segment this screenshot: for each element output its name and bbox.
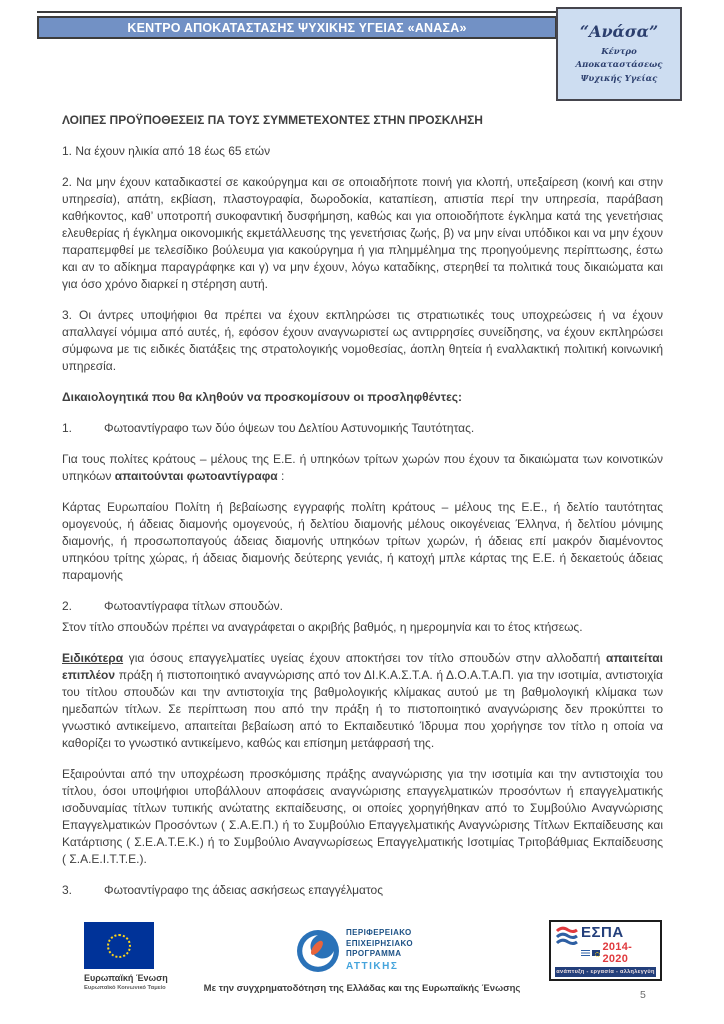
document-body	[62, 112, 663, 913]
espa-title: ΕΣΠΑ	[581, 924, 624, 941]
special-bold-underline: Ειδικότερα	[62, 651, 124, 665]
eu-mini-flag-icon	[592, 950, 601, 956]
eu-union-label: Ευρωπαϊκή Ένωση	[84, 973, 168, 983]
eu-flag-icon	[84, 922, 154, 969]
espa-logo-block	[549, 920, 662, 981]
paragraph-degree-note: Στον τίτλο σπουδών πρέπει να αναγράφεται ο ακριβής βαθμός, η ημερομηνία και το έτος κτήσεως.	[62, 620, 583, 634]
eu-citizens-post: :	[277, 469, 285, 483]
paragraph-residence-cards: Κάρτας Ευρωπαίου Πολίτη ή βεβαίωσης εγγραφής πολίτη κράτους – μέλους της Ε.Ε., ή δελτίο ταυτότητας ομογενούς, ή άδειας διαμονής ομογενούς, ή δελτίου διαμονής μέλους οικογένειας Έλληνα, ή δελτίου μόνιμης διαμονής, ή προσωποπαγούς άδειας διαμονής υπηκόων τρίτων χωρών, ή άδειας επί μακρόν διαμένοντος υπηκόου τρίτης χώρας, ή άδειας διαμονής δεύτερης γενιάς, ή κατοχή μπλε κάρτας της Ε.Ε. ή δεκαετούς άδειας παραμονής	[62, 500, 663, 582]
cofinancing-note: Με την συγχρηματοδότηση της Ελλάδας και της Ευρωπαϊκής Ένωσης	[203, 983, 521, 994]
special-mid: για όσους επαγγελματίες υγείας έχουν αποκτήσει τον τίτλο σπουδών στην αλλοδαπή	[123, 651, 606, 665]
paragraph-convictions: 2. Να μην έχουν καταδικαστεί σε κακούργημα και σε οποιαδήποτε ποινή για κλοπή, υπεξαίρεση (κοινή και στην υπηρεσία), απάτη, εκβίαση, πλαστογραφία, δωροδοκία, καταπίεση, απιστία περί την υπηρεσία, παράβαση καθήκοντος, καθ’ υποτροπή συκοφαντική δυσφήμηση, καθώς και για οποιοδήποτε έγκλημα κατά της γενετήσιας ελευθερίας ή έγκλημα οικονομικής εκμετάλλευσης της γενετήσιας ζωής, β) να μην είναι υπόδικοι και να μην έχουν παραπεμφθεί με τελεσίδικο βούλευμα για κακούργημα ή για πλημμέλημα της προηγούμενης περίπτωσης, έστω και αν το αδίκημα παραγράφηκε και γ) να μην έχουν, λόγω καταδίκης, στερηθεί τα πολιτικά τους δικαιώματα και για όσο χρόνο διαρκεί η στέρηση αυτή.	[62, 175, 663, 291]
eu-citizens-bold: απαιτούνται φωτοαντίγραφα	[114, 469, 278, 483]
doc-item-1-text: Φωτοαντίγραφο των δύο όψεων του Δελτίου Αστυνομικής Ταυτότητας.	[104, 421, 475, 435]
anasa-logo-line2: Ψυχικής Υγείας	[580, 73, 658, 84]
pep-attiki-logo-block	[297, 928, 413, 972]
doc-item-3	[62, 882, 663, 899]
doc-item-2-number: 2.	[62, 599, 73, 613]
greek-flag-icon	[581, 950, 590, 956]
anasa-logo-box	[556, 7, 682, 101]
section-title: ΛΟΙΠΕΣ ΠΡΟΫΠΟΘΕΣΕΙΣ ΠΑ ΤΟΥΣ ΣΥΜΜΕΤΕΧΟΝΤΕΣ ΣΤΗΝ ΠΡΟΣΚΛΗΣΗ	[62, 113, 483, 127]
paragraph-eu-citizens	[62, 451, 663, 485]
pep-attiki-text	[346, 928, 413, 972]
page-number: 5	[640, 989, 646, 1001]
pep-attiki-circle-icon	[297, 930, 339, 972]
pep-line2: ΕΠΙΧΕΙΡΗΣΙΑΚΟ	[346, 938, 413, 948]
special-rest: πράξη ή πιστοποιητικό αναγνώρισης από τον ΔΙ.Κ.Α.Σ.Τ.Α. ή Δ.Ο.Α.Τ.Α.Π. για την ισοτιμία, αντιστοιχία του τίτλου σπουδών και την αντιστοιχία της βαθμολογικής κλίμακας αυτού με τη βαθμολογική κλίμακα των ημεδαπών τίτλων. Σε περίπτωση που από την πράξη ή το πιστοποιητικό αναγνώρισης δεν προκύπτει το γνωστικό αντικείμενο, απαιτείται βεβαίωση από το Εκπαιδευτικό Ίδρυμα που χορήγησε τον τίτλο η οποία να καθορίζει το γνωστικό αντικείμενο, καθώς και επίσημη μετάφρασή της.	[62, 668, 663, 750]
eu-stars-ring-icon	[107, 934, 131, 958]
pep-line3: ΠΡΟΓΡΑΜΜΑ	[346, 949, 402, 958]
banner-title: ΚΕΝΤΡΟ ΑΠΟΚΑΤΑΣΤΑΣΗΣ ΨΥΧΙΚΗΣ ΥΓΕΙΑΣ «ΑΝΑΣΑ»	[127, 20, 467, 35]
header-banner	[37, 11, 557, 39]
eu-citizens-pre: Για τους πολίτες κράτους – μέλους της Ε.Ε. ή υπηκόων τρίτων χωρών που έχουν τα δικαιώματα των κοινοτικών υπηκόων	[62, 452, 663, 483]
paragraph-military: 3. Οι άντρες υποψήφιοι θα πρέπει να έχουν εκπληρώσει τις στρατιωτικές τους υποχρεώσεις ή να έχουν απαλλαγεί νόμιμα από αυτές, ή, εφόσον έχουν αναγνωριστεί ως αντιρρησίες συνείδησης, να έχουν εκπληρώσει σύμφωνα με τις ειδικές διατάξεις της στρατολογικής νομοθεσίας, άοπλη θητεία ή εναλλακτική πολιτική κοινωνική υπηρεσία.	[62, 308, 663, 373]
anasa-logo-line1: Κέντρο Αποκαταστάσεως	[575, 47, 663, 71]
paragraph-age: 1. Να έχουν ηλικία από 18 έως 65 ετών	[62, 144, 271, 158]
doc-item-1	[62, 420, 663, 437]
espa-years-row	[581, 941, 656, 965]
doc-item-2-text: Φωτοαντίγραφα τίτλων σπουδών.	[104, 599, 283, 613]
eu-social-fund-label: Ευρωπαϊκό Κοινωνικό Ταμείο	[84, 985, 166, 991]
pep-line1: ΠΕΡΙΦΕΡΕΙΑΚΟ	[346, 928, 412, 937]
espa-text-column	[581, 925, 656, 965]
espa-tagline: ανάπτυξη - εργασία - αλληλεγγύη	[556, 969, 655, 975]
banner-bar	[37, 16, 557, 39]
pep-attiki-label: ΑΤΤΙΚΗΣ	[346, 960, 399, 972]
espa-logo-top	[555, 925, 656, 965]
paragraph-foreign-degrees	[62, 650, 663, 752]
heading-required-documents: Δικαιολογητικά που θα κληθούν να προσκομίσουν οι προσληφθέντες:	[62, 390, 463, 404]
anasa-logo-name: “Ανάσα”	[579, 22, 659, 42]
espa-years: 2014-2020	[602, 941, 633, 965]
doc-item-1-number: 1.	[62, 421, 73, 435]
paragraph-exception: Εξαιρούνται από την υποχρέωση προσκόμισης πράξης αναγνώρισης για την ισοτιμία και την αντιστοιχία του τίτλου, όσοι υποψήφιοι υποβάλλουν αποφάσεις αναγνώρισης επαγγελματικών προσόντων ή επαγγελματικής ισοδυναμίας τίτλων τυπικής ανώτατης εκπαίδευσης, οι οποίες χορηγήθηκαν από το Συμβούλιο Αναγνώρισης Επαγγελματικών Προσόντων ( Σ.Α.Ε.Π.) ή το Συμβούλιο Επαγγελματικής Αναγνώρισης Τίτλων Εκπαίδευσης και Κατάρτισης ( Σ.Ε.Α.Τ.Ε.Κ.) ή το Συμβούλιο Αναγνωρίσεως Επαγγελματικής Ισοτιμίας Τριτοβάθμιας Εκπαίδευσης ( Σ.Α.Ε.Ι.Τ.Τ.Ε.).	[62, 767, 663, 866]
special-bold2: απαιτείται επιπλέον	[62, 651, 663, 682]
doc-item-3-text: Φωτοαντίγραφο της άδειας ασκήσεως επαγγέλματος	[104, 883, 384, 897]
doc-item-2	[62, 598, 663, 615]
banner-top-rule	[37, 11, 557, 13]
eu-logo-block	[84, 922, 184, 991]
doc-item-3-number: 3.	[62, 883, 73, 897]
espa-waves-icon	[555, 926, 579, 948]
